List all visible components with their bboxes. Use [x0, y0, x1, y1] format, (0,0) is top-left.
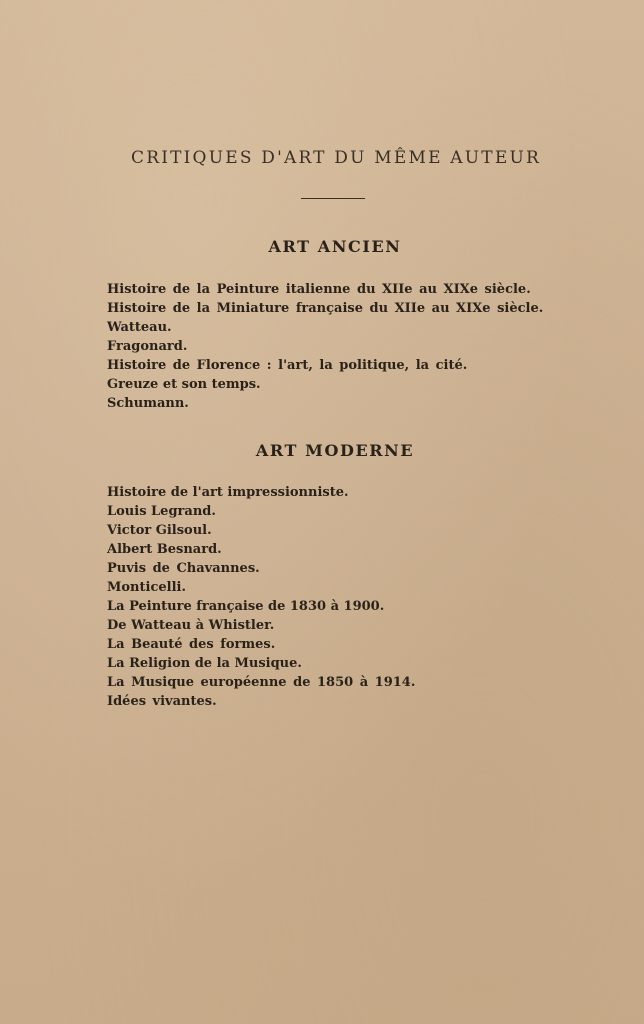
- list-item: Schumann.: [107, 396, 189, 411]
- art-moderne-list: [107, 483, 415, 711]
- list-item: Louis Legrand.: [107, 504, 216, 519]
- list-item: Histoire de la Peinture italienne du XIIe au XIXe siècle.: [107, 282, 531, 297]
- list-item: Histoire de Florence : l'art, la politique, la cité.: [107, 358, 468, 373]
- list-item: Histoire de la Miniature française du XIIe au XIXe siècle.: [107, 301, 544, 316]
- list-item: Watteau.: [107, 320, 172, 335]
- page-heading: CRITIQUES D'ART DU MÊME AUTEUR: [130, 148, 541, 168]
- list-item: De Watteau à Whistler.: [107, 618, 275, 633]
- list-item: La Peinture française de 1830 à 1900.: [107, 599, 385, 614]
- list-item: Monticelli.: [107, 580, 186, 595]
- section-title-art-moderne: ART MODERNE: [255, 441, 415, 460]
- heading-divider: [301, 198, 365, 199]
- list-item: Victor Gilsoul.: [107, 523, 212, 538]
- section-title-art-ancien: ART ANCIEN: [268, 237, 402, 256]
- list-item: Albert Besnard.: [107, 542, 222, 557]
- list-item: La Religion de la Musique.: [107, 656, 302, 671]
- list-item: Fragonard.: [107, 339, 188, 354]
- list-item: Histoire de l'art impressionniste.: [107, 485, 349, 500]
- art-ancien-list: [107, 280, 543, 413]
- list-item: Idées vivantes.: [107, 694, 217, 709]
- list-item: Puvis de Chavannes.: [107, 561, 260, 576]
- list-item: La Musique européenne de 1850 à 1914.: [107, 675, 416, 690]
- list-item: La Beauté des formes.: [107, 637, 276, 652]
- list-item: Greuze et son temps.: [107, 377, 261, 392]
